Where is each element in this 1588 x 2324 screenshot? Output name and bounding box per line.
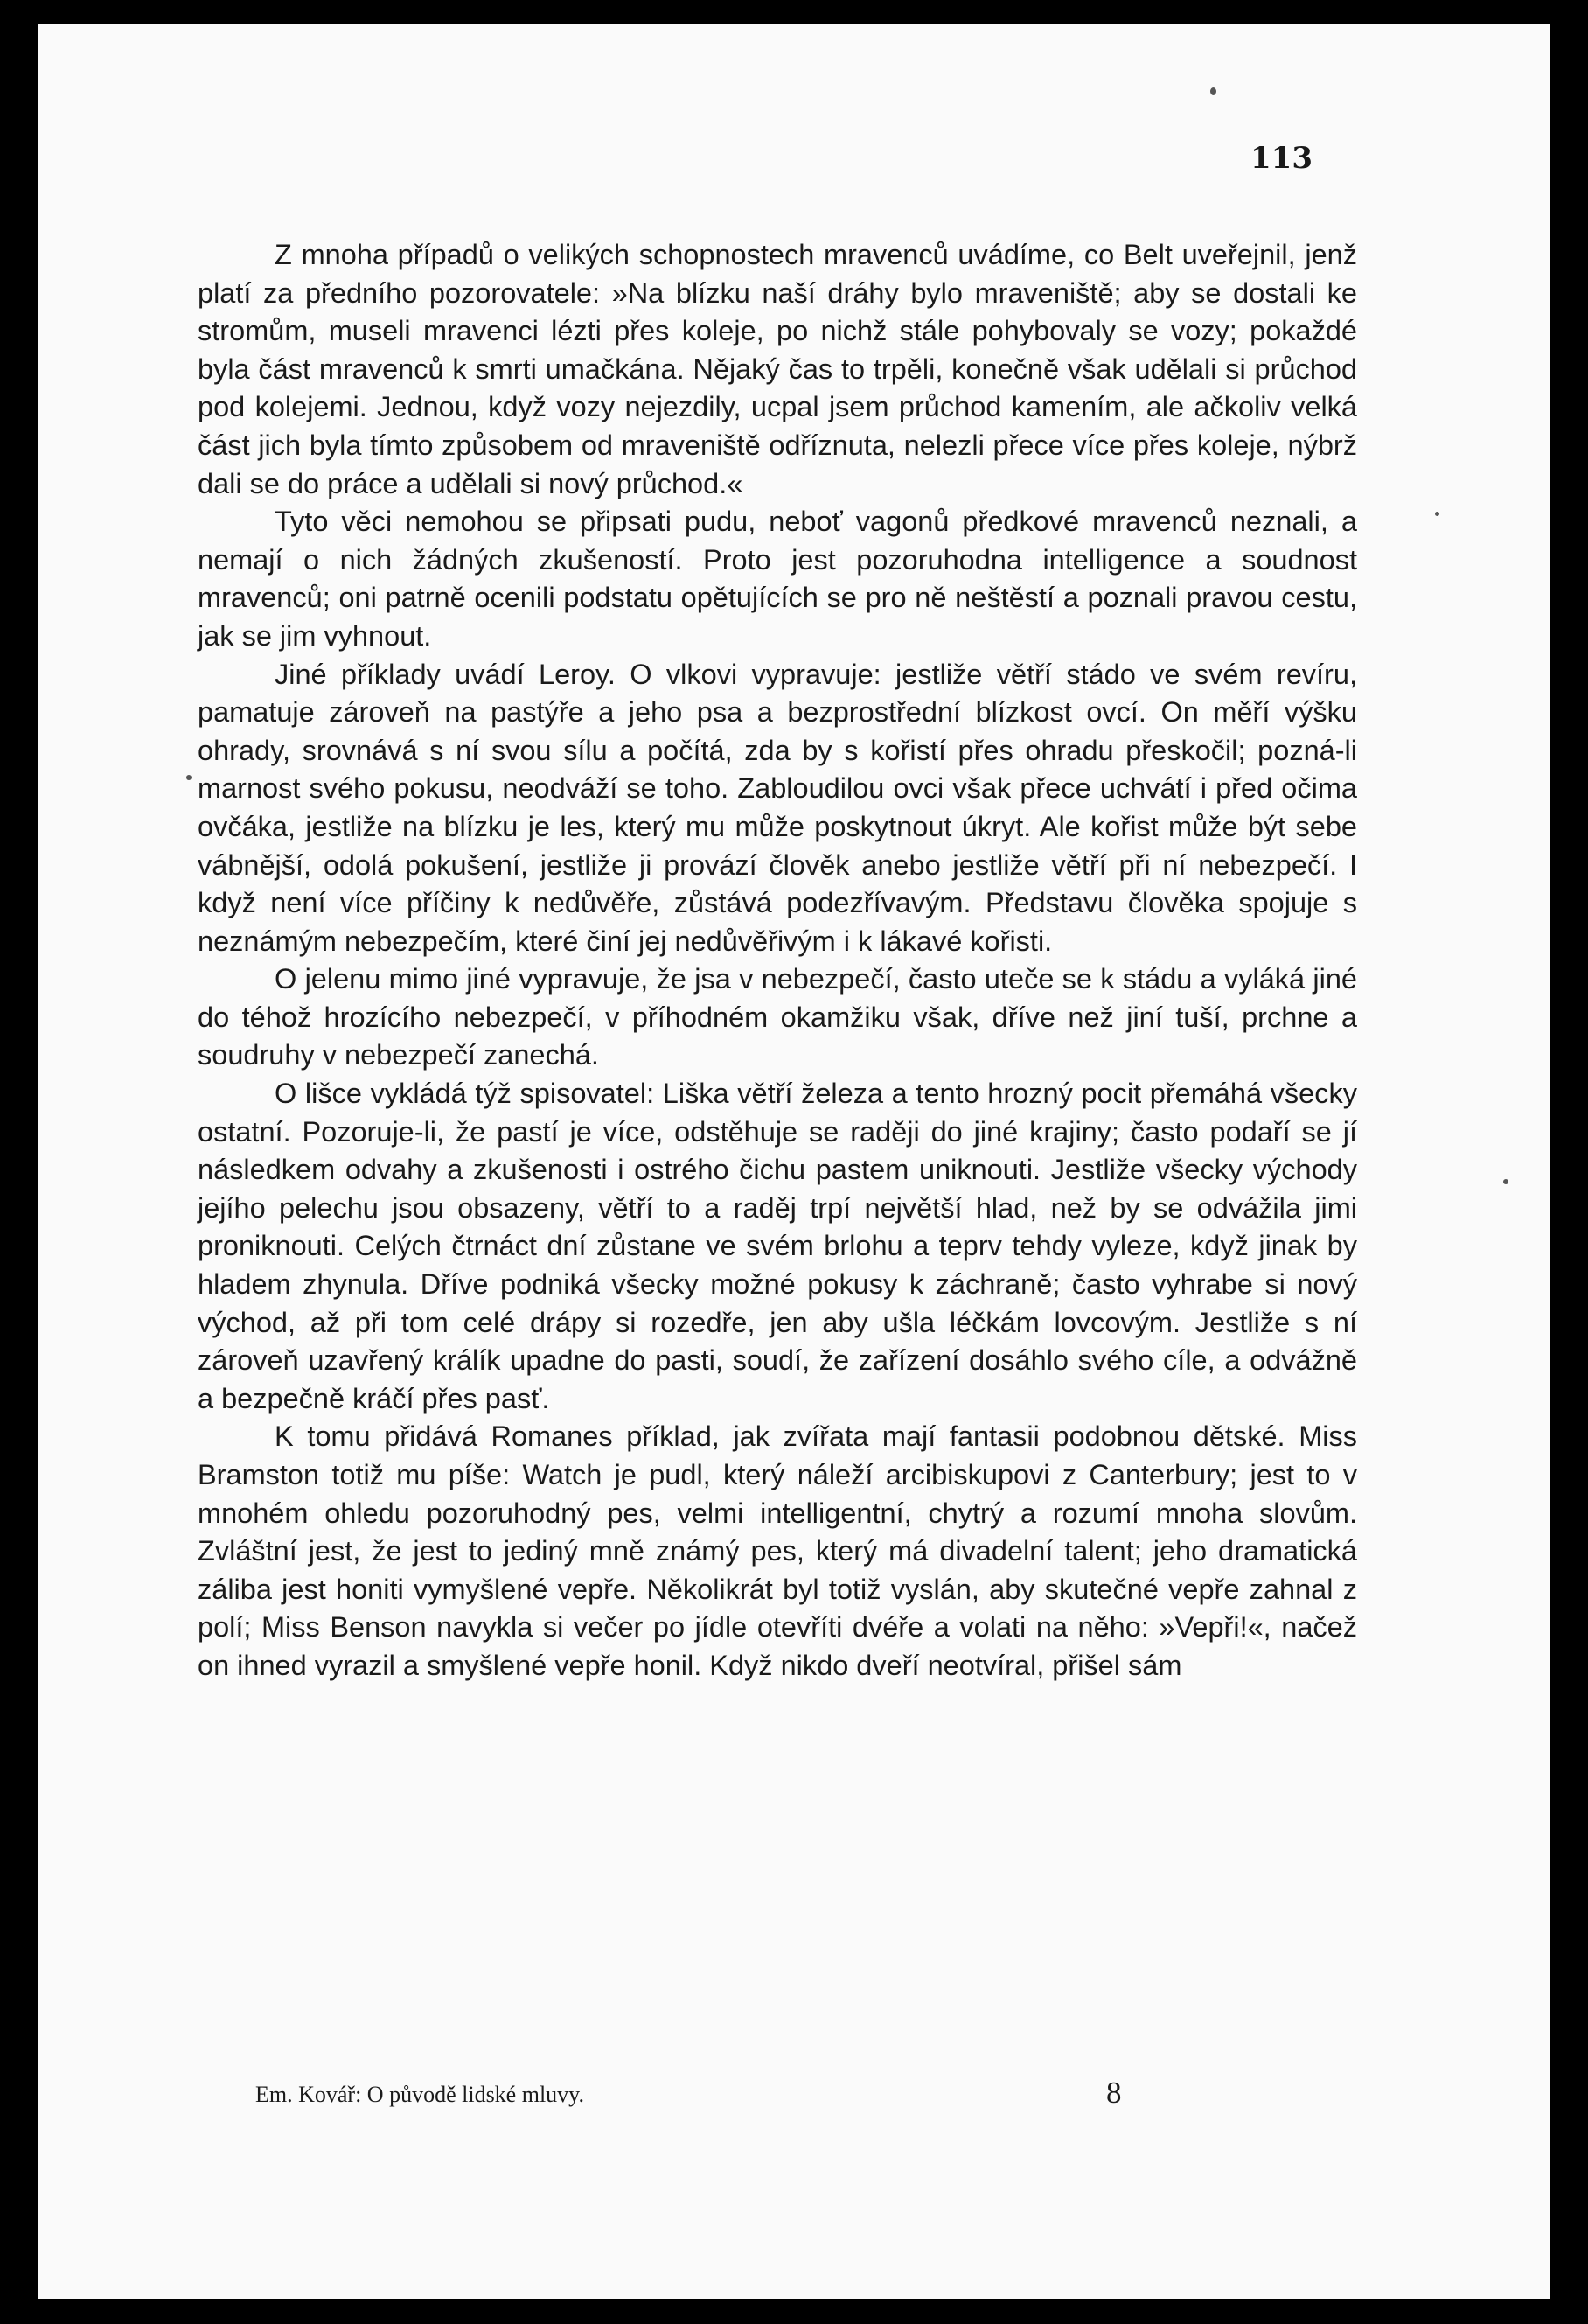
paragraph: O lišce vykládá týž spisovatel: Liška větří železa a tento hrozný pocit přemáhá všecky ostatní. Pozoruje-li, že pastí je více, odstěhuje se raději do jiné krajiny; často podaří se jí následkem odvahy a zkušenosti i ostrého čichu pastem uniknouti. Jestliže všecky východy jejího pelechu jsou obsazeny, větří to a raděj trpí největší hlad, než by se odvážila jimi proniknouti. Celých čtrnáct dní zůstane ve svém brlohu a teprv tehdy vyleze, když jinak by hladem zhynula. Dříve podniká všecky možné pokusy k záchraně; často vyhrabe si nový východ, až při tom celé drápy si rozedře, jen aby ušla léčkám lovcovým. Jestliže s ní zároveň uzavřený králík upadne do pasti, soudí, že zařízení dosáhlo svého cíle, a odvážně a bezpečně kráčí přes pasť. (198, 1078, 1357, 1414)
body-text (198, 236, 1357, 1685)
print-speck (1435, 512, 1439, 516)
print-speck (1210, 87, 1216, 95)
page-number: 113 (1250, 141, 1313, 176)
paragraph: Tyto věci nemohou se připsati pudu, neboť vagonů předkové mravenců neznali, a nemají o nich žádných zkušeností. Proto jest pozoruhodna intelligence a soudnost mravenců; oni patrně ocenili podstatu opětujících se pro ně neštěstí a poznali pravou cestu, jak se jim vyhnout. (198, 506, 1357, 652)
print-speck (186, 775, 192, 780)
paragraph: Jiné příklady uvádí Leroy. O vlkovi vypravuje: jestliže větří stádo ve svém revíru, pamatuje zároveň na pastýře a jeho psa a bezprostřední blízkost ovcí. On měří výšku ohrady, srovnává s ní svou sílu a počítá, zda by s kořistí přes ohradu přeskočil; pozná-li marnost svého pokusu, neodváží se toho. Zabloudilou ovci však přece uchvátí i před očima ovčáka, jestliže na blízku je les, který mu může poskytnout úkryt. Ale kořist může být sebe vábnější, odolá pokušení, jestliže ji provází člověk anebo jestliže větří při ní nebezpečí. I když není více příčiny k nedůvěře, zůstává podezřívavým. Představu člověka spojuje s neznámým nebezpečím, které činí jej nedůvěřivým i k lákavé kořisti. (198, 658, 1357, 957)
paragraph: Z mnoha případů o velikých schopnostech mravenců uvádíme, co Belt uveřejnil, jenž platí za předního pozorovatele: »Na blízku naší dráhy bylo mraveniště; aby se dostali ke stromům, museli mravenci lézti přes koleje, po nichž stále pohybovaly se vozy; pokaždé byla část mravenců k smrti umačkána. Nějaký čas to trpěli, konečně však udělali si průchod pod kolejemi. Jednou, když vozy nejezdily, ucpal jsem průchod kamením, ale ačkoliv velká část jich byla tímto způsobem od mraveniště odříznuta, nelezli přece více přes koleje, nýbrž dali se do práce a udělali si nový průchod.« (198, 239, 1357, 499)
paragraph: O jelenu mimo jiné vypravuje, že jsa v nebezpečí, často uteče se k stádu a vyláká jiné do téhož hrozícího nebezpečí, v příhodném okamžiku však, dříve než jiní tuší, prchne a soudruhy v nebezpečí zanechá. (198, 963, 1357, 1071)
print-speck (1503, 1179, 1508, 1184)
book-page (38, 24, 1550, 2299)
paragraph: K tomu přidává Romanes příklad, jak zvířata mají fantasii podobnou dětské. Miss Bramston totiž mu píše: Watch je pudl, který náleží arcibiskupovi z Canterbury; jest to v mnohém ohledu pozoruhodný pes, velmi intelligentní, chytrý a rozumí mnoha slovům. Zvláštní jest, že jest to jediný mně známý pes, který má divadelní talent; jeho dramatická záliba jest honiti vymyšlené vepře. Několikrát byl totiž vyslán, aby skutečné vepře zahnal z polí; Miss Benson navykla si večer po jídle otevříti dvéře a volati na něho: »Vepři!«, načež on ihned vyrazil a smyšlené vepře honil. Když nikdo dveří neotvíral, přišel sám (198, 1420, 1357, 1681)
footer-title: Em. Kovář: O původě lidské mluvy. (255, 2082, 584, 2107)
signature-mark: 8 (1106, 2076, 1122, 2110)
